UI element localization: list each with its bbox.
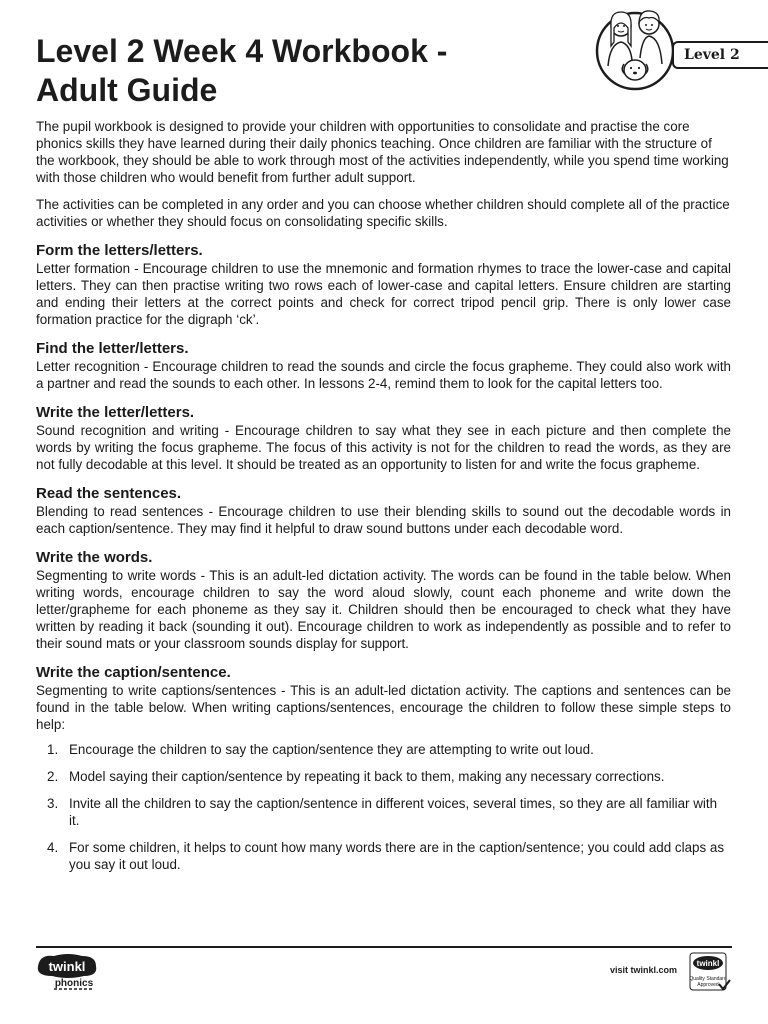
list-item	[36, 741, 731, 758]
badge-brand: twinkl	[696, 959, 720, 968]
list-item-text: Model saying their caption/sentence by repeating it back to them, making any necessary corrections.	[69, 769, 665, 784]
intro-paragraph-1: The pupil workbook is designed to provide your children with opportunities to consolidate and practise the core phonics skills they have learned during their daily phonics teaching. Once children are familiar with the structure of the workbook, they should be able to work through most of the activities independently, while you spend time working with those children who would benefit from further adult support.	[36, 119, 729, 185]
list-item-text: Encourage the children to say the caption/sentence they are attempting to write out loud.	[69, 742, 594, 757]
section-heading: Form the letters/letters.	[36, 242, 203, 259]
level-badge: Level 2	[672, 41, 768, 69]
section-read-sentences	[36, 484, 731, 537]
page-title	[36, 32, 576, 110]
section-write-caption	[36, 663, 731, 733]
list-item-number: 2.	[47, 769, 59, 784]
quality-standard-badge	[689, 952, 731, 992]
section-body: Letter formation - Encourage children to use the mnemonic and formation rhymes to trace the lower-case and capital letters. They can then practise writing two rows each of lower-case and capital letters. Ensure children are starting and ending their letters at the correct points and check for correct tripod pencil grip. There is only lower case formation practice for the digraph ‘ck’.	[36, 261, 731, 327]
guide-content	[36, 118, 731, 883]
title-line-1: Level 2 Week 4 Workbook -	[36, 33, 448, 69]
section-body: Sound recognition and writing - Encourage children to say what they see in each picture and then complete the words by writing the focus grapheme. The focus of this activity is not for the children to read the words, as they are not fully decodable at this level. It should be treated as an opportunity to listen for and write the focus grapheme.	[36, 423, 731, 472]
children-illustration-icon	[594, 4, 676, 94]
list-item	[36, 768, 731, 785]
list-item-number: 1.	[47, 742, 59, 757]
section-heading: Write the words.	[36, 549, 153, 566]
section-heading: Find the letter/letters.	[36, 340, 189, 357]
section-body: Blending to read sentences - Encourage children to use their blending skills to sound out the decodable words in each caption/sentence. They may find it helpful to draw sound buttons under each decodable word.	[36, 504, 731, 536]
section-body: Segmenting to write words - This is an adult-led dictation activity. The words can be found in the table below. When writing words, encourage children to say the word aloud slowly, count each phoneme and write down the letter/grapheme for each phoneme as they say it. Children should then be encouraged to check what they have written by reading it back (sounding it out). Encourage children to work as independently as possible and to refer to their sound mats or your classroom sounds display for support.	[36, 568, 731, 651]
badge-text: Quality Standard Approved	[689, 976, 727, 988]
logo-word-phonics: phonics	[54, 978, 94, 989]
title-line-2: Adult Guide	[36, 72, 218, 108]
twinkl-phonics-logo	[36, 952, 100, 992]
logo-word-twinkl: twinkl	[48, 959, 86, 974]
intro-paragraph-2: The activities can be completed in any order and you can choose whether children should complete all of the practice activities or whether they should focus on consolidating specific skills.	[36, 197, 730, 229]
section-write-letters	[36, 403, 731, 473]
section-find-letters	[36, 339, 731, 392]
section-heading: Write the caption/sentence.	[36, 664, 231, 681]
intro	[36, 118, 731, 230]
list-item	[36, 795, 731, 829]
section-body: Letter recognition - Encourage children to read the sounds and circle the focus grapheme. They could also work with a partner and read the sounds to each other. In lessons 2-4, remind them to look for the capital letters too.	[36, 359, 731, 391]
footer-divider	[36, 946, 732, 948]
list-item-text: For some children, it helps to count how many words there are in the caption/sentence; you could add claps as you say it out loud.	[69, 840, 725, 872]
visit-twinkl-link[interactable]: visit twinkl.com	[610, 965, 678, 975]
section-form-letters	[36, 241, 731, 328]
section-heading: Read the sentences.	[36, 485, 182, 502]
section-heading: Write the letter/letters.	[36, 404, 195, 421]
list-item-number: 4.	[47, 840, 59, 855]
list-item-text: Invite all the children to say the caption/sentence in different voices, several times, so they are all familiar with it.	[69, 796, 718, 828]
section-body: Segmenting to write captions/sentences - This is an adult-led dictation activity. The captions and sentences can be found in the table below. When writing captions/sentences, encourage the children to follow these simple steps to help:	[36, 683, 731, 732]
section-write-words	[36, 548, 731, 652]
steps-list	[36, 741, 731, 873]
list-item-number: 3.	[47, 796, 59, 811]
list-item	[36, 839, 731, 873]
